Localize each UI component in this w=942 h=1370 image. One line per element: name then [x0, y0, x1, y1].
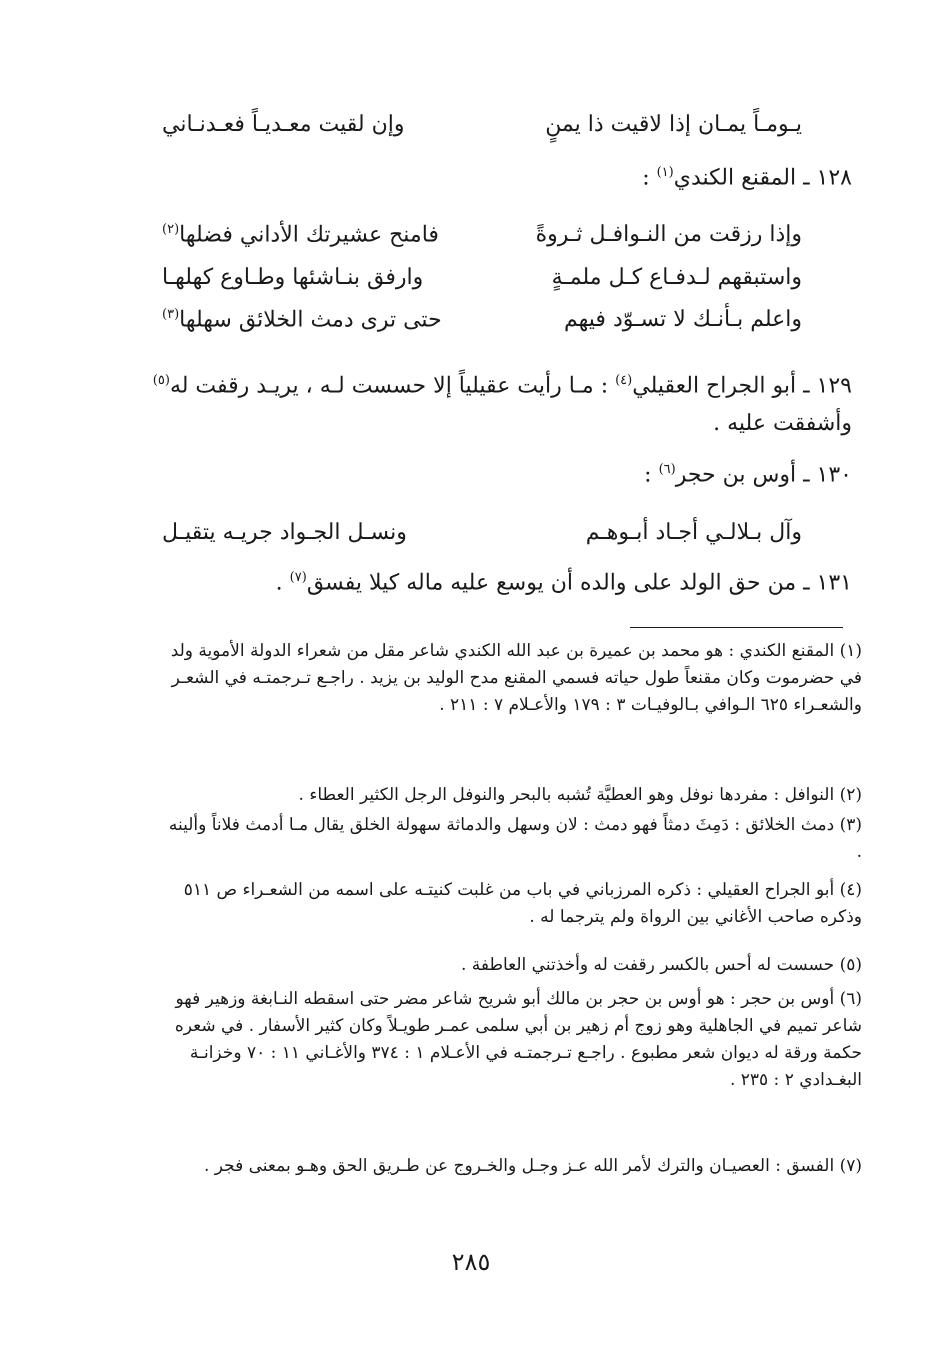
- footnote-2: (٢) النوافل : مفردها نوفل وهو العطيَّة تُشبه بالبحر والنوفل الرجل الكثير العطاء .: [298, 785, 862, 805]
- entry-131: [132, 570, 852, 595]
- entry-title: ١٣٠ ـ أوس بن حجر: [675, 462, 852, 488]
- entry-text: : مـا رأيت عقيلياً إلا حسست لـه ، يريـد رقفت له: [169, 373, 616, 399]
- verse-second-hemistich: وارفق بنـاشئها وطـاوع كهلهـا: [162, 265, 424, 290]
- footnote-ref: (٥): [152, 373, 170, 388]
- entry-title: ١٢٩ ـ أبو الجراح العقيلي: [632, 373, 852, 399]
- footnote-7: (٧) الفسق : العصيـان والترك لأمر الله عـز وجـل والخـروج عن طـريق الحق وهـو بمعنى فجر .: [203, 1156, 862, 1176]
- footnote-ref: (٣): [162, 307, 180, 322]
- footnote-3: (٣) دمث الخلائق : دَمِثَ دمثاً فهو دمث : لان وسهل والدماثة سهولة الخلق يقال مـا أدمث فلاناً وألينه .: [168, 815, 862, 862]
- entry-text: وأشفقت عليه .: [713, 411, 852, 437]
- verse-second-hemistich: ونسـل الجـواد جريـه يتقيـل: [162, 520, 407, 545]
- verse-first-hemistich: يـومـاً يمـان إذا لاقيت ذا يمنٍ: [545, 112, 802, 137]
- footnote-6: (٦) أوس بن حجر : هو أوس بن حجر بن مالك أبو شريح شاعر مضر حتى اسقطه النـابغة وزهير فهو شاعر تميم في الجاهلية وهو زوج أم زهير بن أبي سلمى عمـر طويـلاً وكان كثير الأسفار . في شعره حكمة ورقة له ديوان شعر مطبوع . راجـع تـرجمتـه في الأعـلام ١ : ٣٧٤ والأغـاني ١١ : ٧٠ وخزانـة البغـدادي ٢ : ٢٣٥ .: [174, 989, 862, 1090]
- verse-line: [162, 520, 802, 560]
- verse-line: [162, 112, 802, 152]
- footnote-1: (١) المقنع الكندي : هو محمد بن عميرة بن عبد الله الكندي شاعر مقل من شعراء الدولة الأموية ولد في حضرموت وكان مقنعاً طول حياته فسمي المقنع مدح الوليد بن يزيد . راجـع تـرجمتـه في الشعـر والشعـراء ٦٢٥ الـوافي بـالوفيـات ٣ : ١٧٩ والأعـلام ٧ : ٢١١ .: [170, 641, 862, 715]
- footnote-ref: (٢): [162, 222, 180, 237]
- verse-first-hemistich: وإذا رزقت من النـوافـل ثـروةً: [535, 222, 802, 247]
- entry-paragraph-129: [132, 362, 852, 443]
- page-number: ٢٨٥: [451, 1248, 491, 1276]
- verse-line: [162, 222, 802, 262]
- entry-heading-130: [132, 462, 852, 487]
- verse-first-hemistich: وآل بـلالـي أجـاد أبـوهـم: [585, 520, 802, 545]
- footnote-4: (٤) أبو الجراح العقيلي : ذكره المرزباني في باب من غلبت كنيتـه على اسمه من الشعـراء ص ٥١١ وذكره صاحب الأغاني بين الرواة ولم يترجما له .: [183, 880, 862, 927]
- entry-end: .: [275, 570, 290, 596]
- verse-second-hemistich: فامنح عشيرتك الأداني فضلها$^{(٢)}$: [162, 222, 439, 248]
- entry-colon: :: [642, 165, 657, 191]
- entry-heading-128: [132, 165, 852, 190]
- verse-first-hemistich: واعلم بـأنـك لا تسـوّد فيهم: [564, 307, 802, 332]
- footnote-separator: [630, 627, 843, 628]
- verse-second-hemistich: وإن لقيت معـديـاً فعـدنـاني: [162, 112, 405, 137]
- footnote-ref: (٧): [289, 570, 307, 585]
- footnote-ref: (١): [656, 165, 674, 180]
- verse-line: [162, 307, 802, 347]
- verse-line: [162, 265, 802, 305]
- verse-first-hemistich: واستبقهم لـدفـاع كـل ملمـةٍ: [551, 265, 802, 290]
- entry-text: ١٣١ ـ من حق الولد على والده أن يوسع عليه ماله كيلا يفسق: [306, 570, 852, 596]
- entry-colon: :: [644, 462, 659, 488]
- verse-second-hemistich: حتى ترى دمث الخلائق سهلها$^{(٣)}$: [162, 307, 442, 333]
- entry-title: ١٢٨ ـ المقنع الكندي: [673, 165, 852, 191]
- footnote-ref: (٦): [658, 462, 676, 477]
- footnote-ref: (٤): [615, 373, 633, 388]
- footnote-5: (٥) حسست له أحس بالكسر رقفت له وأخذتني العاطفة .: [460, 955, 862, 975]
